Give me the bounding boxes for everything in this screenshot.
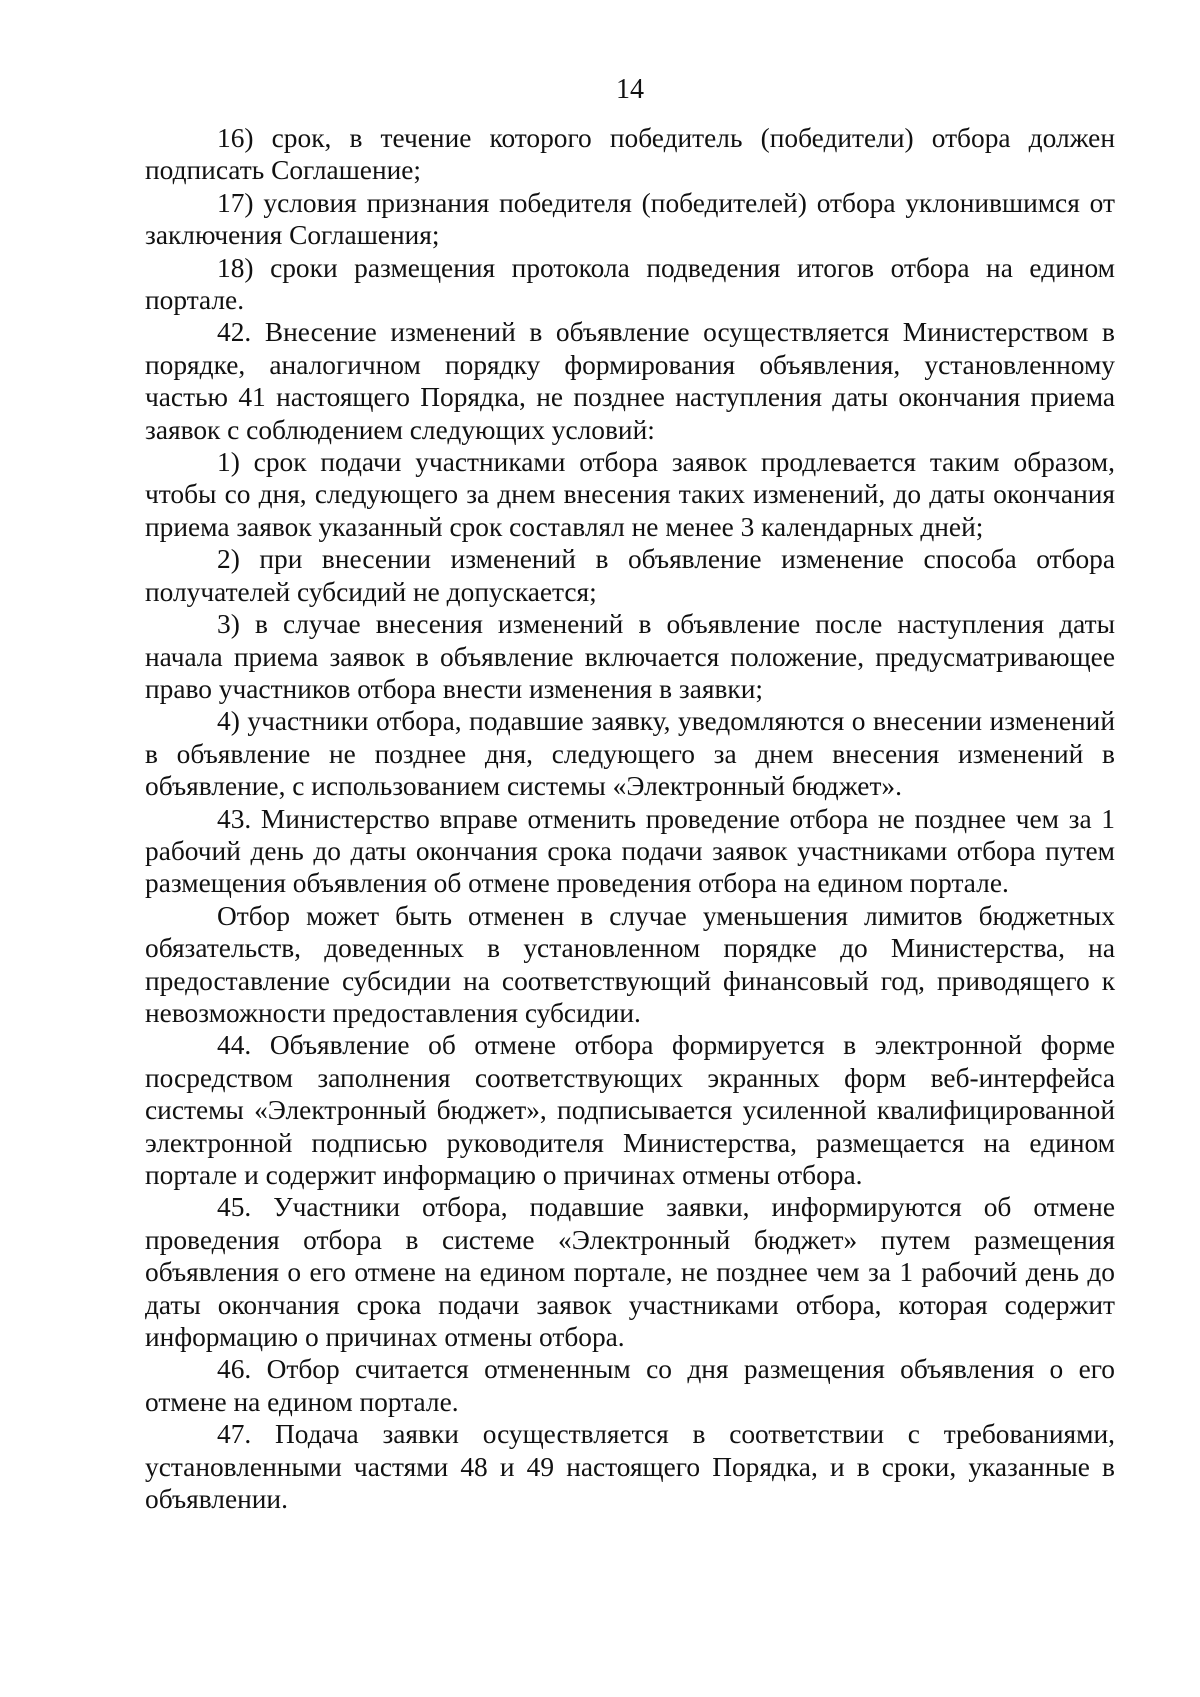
paragraph-16: 16) срок, в течение которого победитель (победители) отбора должен подписать Соглашение; — [145, 123, 1115, 186]
paragraph-45: 45. Участники отбора, подавшие заявки, информируются об отмене проведения отбора в системе «Электронный бюджет» путем размещения объявления о его отмене на едином портале, не позднее чем за 1 рабочий день до даты окончания срока подачи заявок участниками отбора, которая содержит информацию о причинах отмены отбора. — [145, 1192, 1115, 1353]
paragraph-42: 42. Внесение изменений в объявление осуществляется Министерством в порядке, аналогичном порядку формирования объявления, установленному частью 41 настоящего Порядка, не позднее наступления даты окончания приема заявок с соблюдением следующих условий: — [145, 317, 1115, 445]
paragraph-18: 18) сроки размещения протокола подведения итогов отбора на едином портале. — [145, 252, 1115, 316]
paragraph-44: 44. Объявление об отмене отбора формируется в электронной форме посредством заполнения соответствующих экранных форм веб-интерфейса системы «Электронный бюджет», подписывается усиленной квалифицированной электронной подписью руководителя Министерства, размещается на едином портале и содержит информацию о причинах отмены отбора. — [145, 1030, 1115, 1190]
paragraph-42-item-3: 3) в случае внесения изменений в объявление после наступления даты начала приема заявок в объявление включается положение, предусматривающее право участников отбора внести изменения в заявки; — [145, 609, 1115, 704]
document-body — [145, 122, 1115, 1515]
paragraph-43: 43. Министерство вправе отменить проведение отбора не позднее чем за 1 рабочий день до даты окончания срока подачи заявок участниками отбора путем размещения объявления об отмене проведения отбора на едином портале. — [145, 803, 1115, 899]
paragraph-47: 47. Подача заявки осуществляется в соответствии с требованиями, установленными частями 48 и 49 настоящего Порядка, и в сроки, указанные в объявлении. — [145, 1419, 1115, 1515]
paragraph-43-cancellation-reason: Отбор может быть отменен в случае уменьшения лимитов бюджетных обязательств, доведенных в установленном порядке до Министерства, на предоставление субсидии на соответствующий финансовый год, приводящего к невозможности предоставления субсидии. — [145, 900, 1115, 1028]
page-number: 14 — [616, 74, 644, 105]
paragraph-42-item-4: 4) участники отбора, подавшие заявку, уведомляются о внесении изменений в объявление не позднее дня, следующего за днем внесения изменений в объявление, с использованием системы «Электронный бюджет». — [145, 706, 1115, 802]
paragraph-42-item-1: 1) срок подачи участниками отбора заявок продлевается таким образом, чтобы со дня, следующего за днем внесения таких изменений, до даты окончания приема заявок указанный срок составлял не менее 3 календарных дней; — [145, 447, 1115, 542]
paragraph-42-item-2: 2) при внесении изменений в объявление изменение способа отбора получателей субсидий не допускается; — [145, 544, 1115, 607]
paragraph-46: 46. Отбор считается отмененным со дня размещения объявления о его отмене на едином портале. — [145, 1354, 1115, 1417]
paragraph-17: 17) условия признания победителя (победителей) отбора уклонившимся от заключения Соглашения; — [145, 187, 1115, 251]
